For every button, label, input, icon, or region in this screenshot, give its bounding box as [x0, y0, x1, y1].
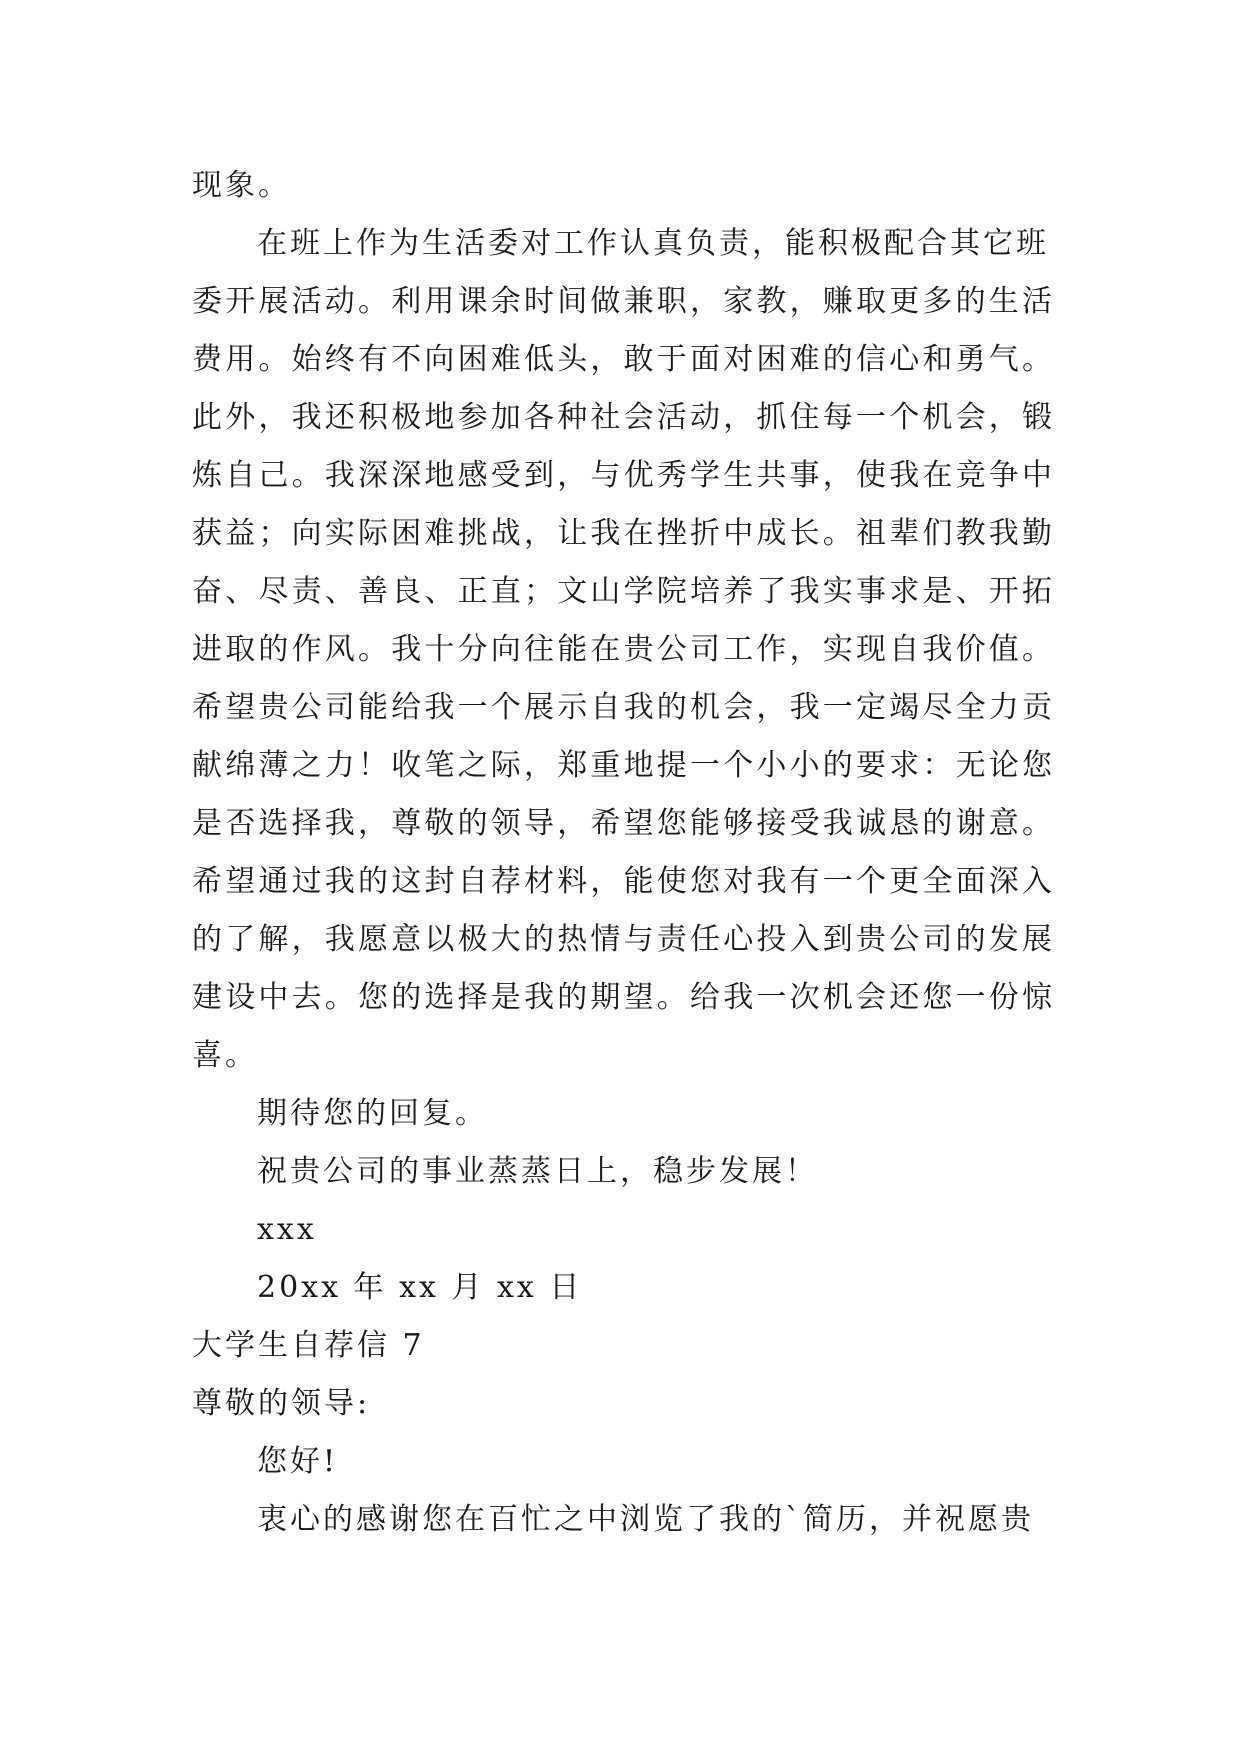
paragraph-line: 进取的作风。我十分向往能在贵公司工作，实现自我价值。	[192, 632, 1052, 667]
date-line: 20xx 年 xx 月 xx 日	[257, 1270, 583, 1305]
paragraph-line: 费用。始终有不向困难低头，敢于面对困难的信心和勇气。	[192, 342, 1052, 377]
paragraph-line: 委开展活动。利用课余时间做兼职，家教，赚取更多的生活	[192, 284, 1052, 319]
section-heading: 大学生自荐信 7	[192, 1328, 425, 1363]
paragraph-line: 获益；向实际困难挑战，让我在挫折中成长。祖辈们教我勤	[192, 516, 1052, 551]
paragraph-line: 喜。	[192, 1038, 258, 1073]
paragraph-line: 的了解，我愿意以极大的热情与责任心投入到贵公司的发展	[192, 922, 1052, 957]
paragraph-line: 建设中去。您的选择是我的期望。给我一次机会还您一份惊	[192, 980, 1052, 1015]
paragraph-line: 炼自己。我深深地感受到，与优秀学生共事，使我在竞争中	[192, 458, 1052, 493]
paragraph-line: 希望通过我的这封自荐材料，能使您对我有一个更全面深入	[192, 864, 1052, 899]
paragraph-line: 现象。	[192, 168, 291, 203]
paragraph-line: 奋、尽责、善良、正直；文山学院培养了我实事求是、开拓	[192, 574, 1052, 609]
salutation: 尊敬的领导:	[192, 1386, 371, 1421]
paragraph-line: 此外，我还积极地参加各种社会活动，抓住每一个机会，锻	[192, 400, 1052, 435]
paragraph-line: 在班上作为生活委对工作认真负责，能积极配合其它班	[257, 226, 1049, 261]
greeting: 您好!	[257, 1444, 339, 1479]
closing-line: 期待您的回复。	[257, 1096, 488, 1131]
paragraph-line: 衷心的感谢您在百忙之中浏览了我的`简历，并祝愿贵	[257, 1502, 1034, 1537]
paragraph-line: 希望贵公司能给我一个展示自我的机会，我一定竭尽全力贡	[192, 690, 1052, 725]
wishes-line: 祝贵公司的事业蒸蒸日上，稳步发展！	[257, 1154, 818, 1189]
paragraph-line: 是否选择我，尊敬的领导，希望您能够接受我诚恳的谢意。	[192, 806, 1052, 841]
signature: xxx	[257, 1212, 317, 1247]
paragraph-line: 献绵薄之力！收笔之际，郑重地提一个小小的要求：无论您	[192, 748, 1052, 783]
